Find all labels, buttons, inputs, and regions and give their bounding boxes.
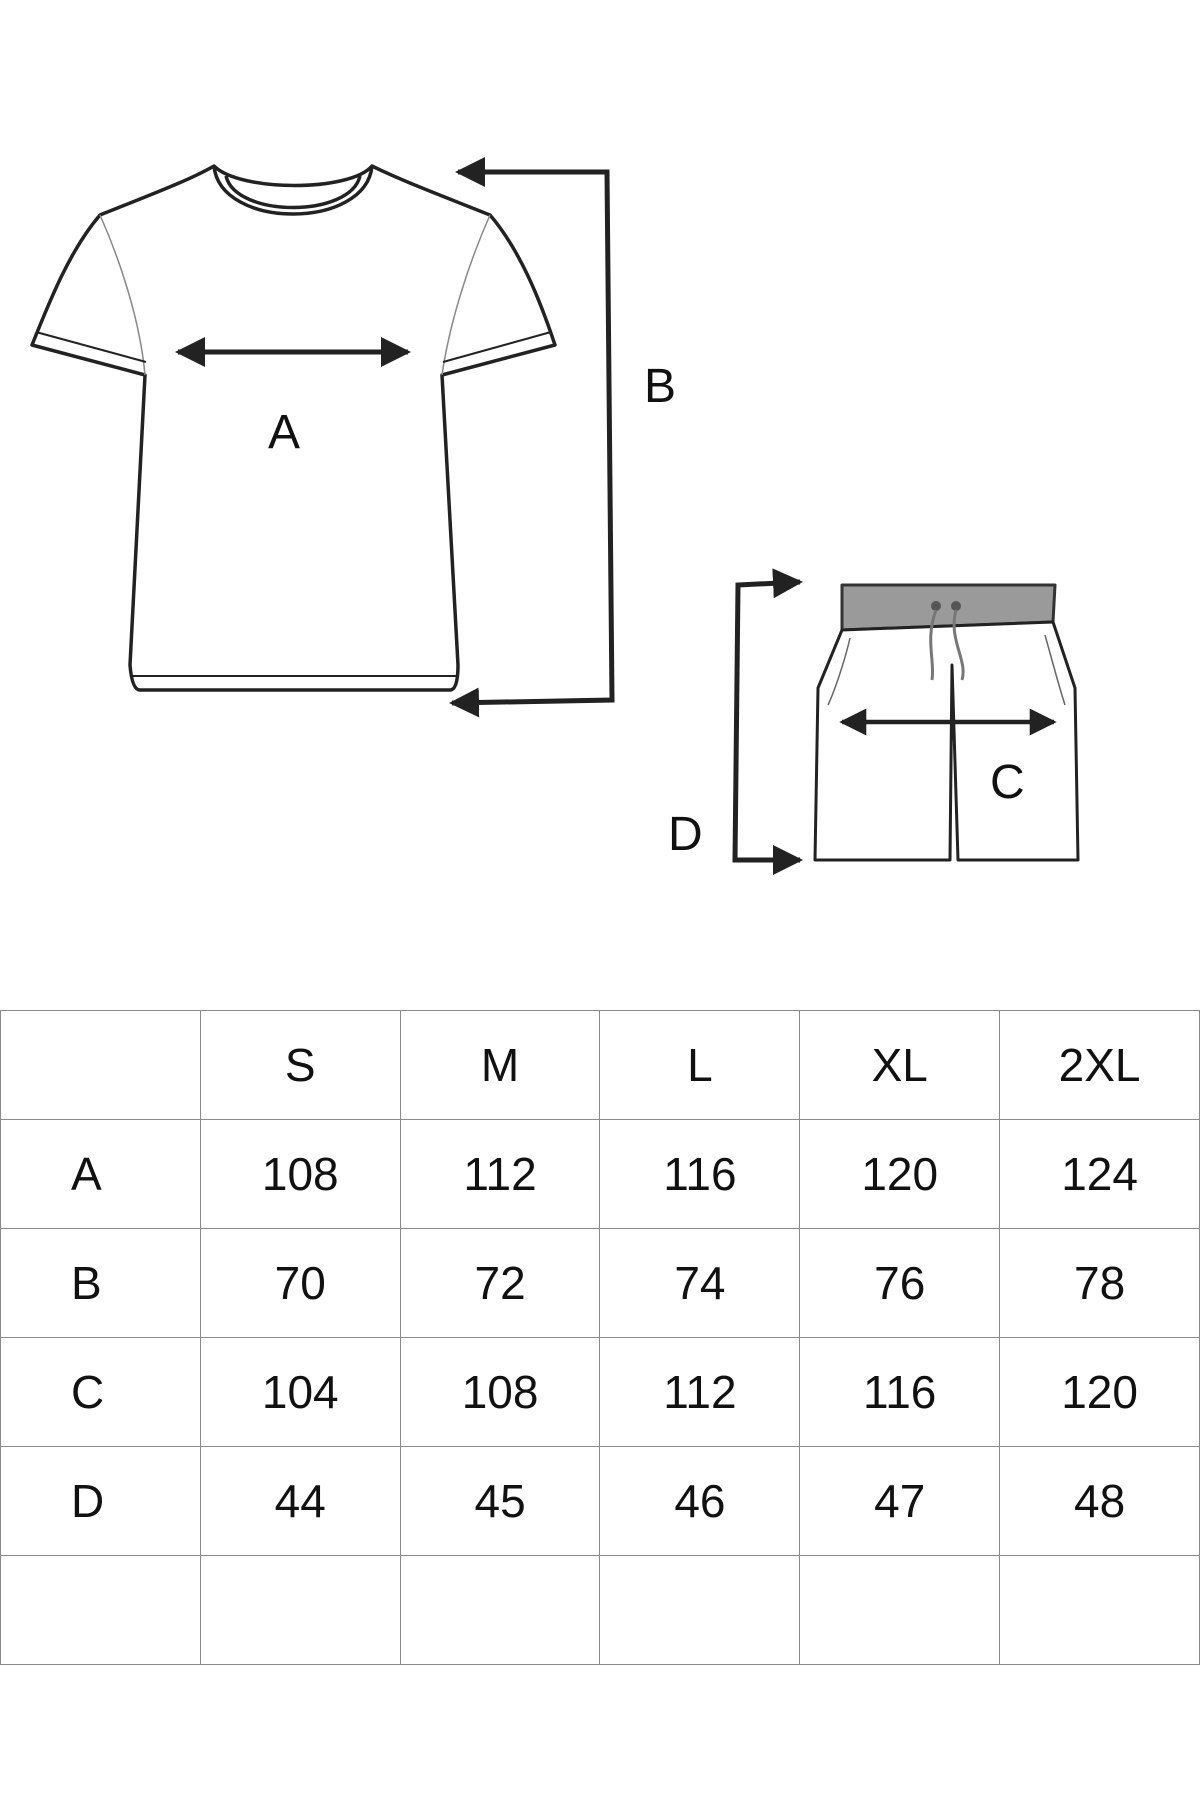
- header-cell: S: [200, 1011, 400, 1120]
- header-cell: M: [400, 1011, 600, 1120]
- table-cell: 116: [800, 1338, 1000, 1447]
- table-cell: 112: [600, 1338, 800, 1447]
- table-cell: 47: [800, 1447, 1000, 1556]
- table-row: [1, 1556, 1200, 1665]
- table-cell: 74: [600, 1229, 800, 1338]
- table-row: [1, 1229, 1200, 1338]
- table-header-row: [1, 1011, 1200, 1120]
- table-cell: 48: [1000, 1447, 1200, 1556]
- table-cell: [800, 1556, 1000, 1665]
- row-label: A: [1, 1120, 201, 1229]
- row-label: [1, 1556, 201, 1665]
- measure-d-label: D: [668, 808, 703, 861]
- header-cell: [1, 1011, 201, 1120]
- measure-b-label: B: [644, 360, 677, 413]
- row-label: C: [1, 1338, 201, 1447]
- table-cell: 70: [200, 1229, 400, 1338]
- table-cell: 76: [800, 1229, 1000, 1338]
- table-cell: [200, 1556, 400, 1665]
- table-cell: [1000, 1556, 1200, 1665]
- table-cell: 78: [1000, 1229, 1200, 1338]
- table-cell: 120: [800, 1120, 1000, 1229]
- measure-c-label: C: [990, 756, 1025, 809]
- measure-a-label: A: [268, 406, 301, 459]
- size-chart-table: [0, 1010, 1200, 1665]
- measure-d-bracket: [735, 582, 800, 860]
- table-cell: 124: [1000, 1120, 1200, 1229]
- table-cell: 44: [200, 1447, 400, 1556]
- table-cell: 46: [600, 1447, 800, 1556]
- header-cell: L: [600, 1011, 800, 1120]
- table-cell: 112: [400, 1120, 600, 1229]
- header-cell: 2XL: [1000, 1011, 1200, 1120]
- table-cell: [400, 1556, 600, 1665]
- table-cell: [600, 1556, 800, 1665]
- table-row: [1, 1120, 1200, 1229]
- row-label: D: [1, 1447, 201, 1556]
- table-cell: 104: [200, 1338, 400, 1447]
- table-cell: 108: [200, 1120, 400, 1229]
- table-cell: 116: [600, 1120, 800, 1229]
- table-cell: 72: [400, 1229, 600, 1338]
- row-label: B: [1, 1229, 201, 1338]
- table-row: [1, 1447, 1200, 1556]
- table-cell: 45: [400, 1447, 600, 1556]
- table-cell: 108: [400, 1338, 600, 1447]
- table-cell: 120: [1000, 1338, 1200, 1447]
- header-cell: XL: [800, 1011, 1000, 1120]
- table-row: [1, 1338, 1200, 1447]
